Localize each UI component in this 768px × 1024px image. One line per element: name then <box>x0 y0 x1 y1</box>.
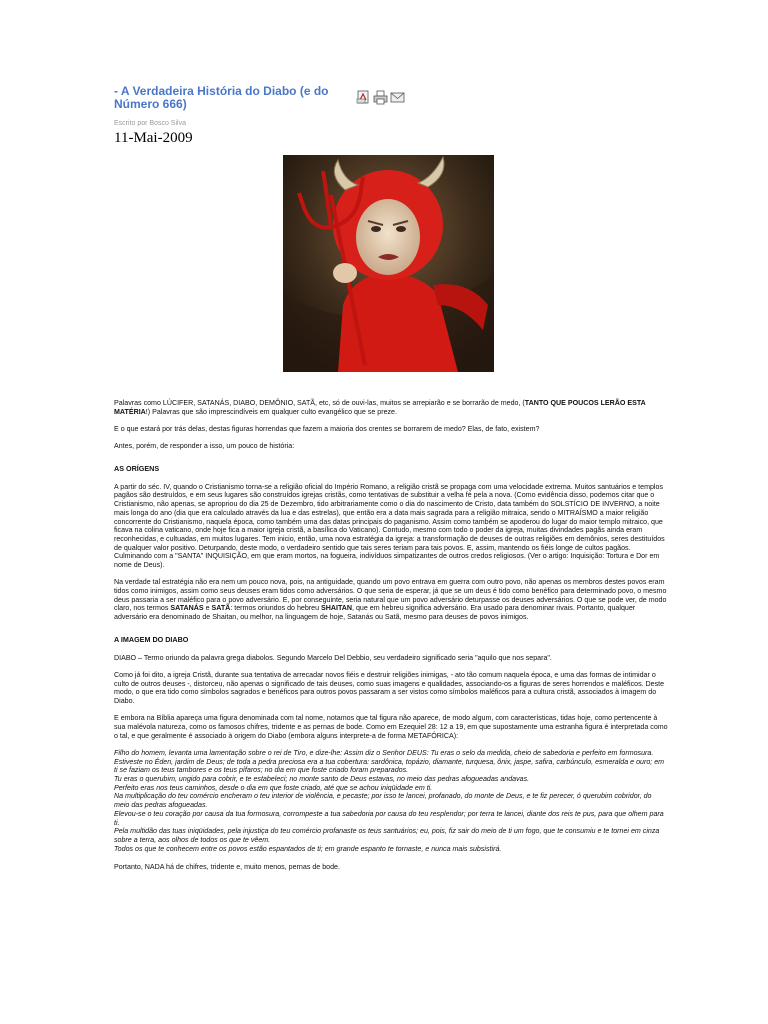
article-tools <box>356 90 405 105</box>
article-title[interactable]: - A Verdadeira História do Diabo (e do Número 666) <box>114 84 329 111</box>
quote-line: Na multiplicação do teu comércio encheram o teu interior de violência, e pecaste; por isso te lancei, profanado, do monte de Deus, e te fiz perecer, ó querubim cobridor, do meio das pedras afogueadas. <box>114 792 652 810</box>
ezekiel-quote <box>114 749 668 853</box>
section-heading-origins: AS ORÍGENS <box>114 464 160 473</box>
article-body <box>114 399 668 881</box>
strategy-paragraph: Na verdade tal estratégia não era nem um pouco nova, pois, na antiguidade, quando um povo entrava em guerra com outro povo, não apenas os membros destes povos eram tidos como inimigos, assim como seus deuses eram tidos como adversários. O que seria de esperar, já que se um deus é tido como benéfico para determinado povo, o mesmo deus passaria a ser maléfico para o povo adversário. E, por conseguinte, seria natural que um povo adversário deturpasse os deuses adversários. O que se pode ver, de modo claro, nos termos SATANÁS e SATÃ: termos oriundos do hebreu SHAITAN, que em hebreu significa adversário. Era usado para denominar rivais. Portanto, qualquer adversário era denominado de Shaitan, ou melhor, na linguagem de hoje, Satanás ou Satã, mesmo para deuses de povos inimigos. <box>114 578 667 622</box>
history-intro-paragraph: Antes, porém, de responder a isso, um pouco de história: <box>114 442 295 451</box>
question-paragraph: E o que estará por trás delas, destas figuras horrendas que fazem a maioria dos crentes se borrarem de medo? Elas, de fato, existem? <box>114 425 540 433</box>
conclusion-paragraph: Portanto, NADA há de chifres, tridente e, muito menos, pernas de bode. <box>114 863 340 872</box>
article-byline: Escrito por Bosco Silva <box>114 120 186 127</box>
section-heading-image: A IMAGEM DO DIABO <box>114 634 189 644</box>
diabo-definition-paragraph: DIABO – Termo oriundo da palavra grega diabolos. Segundo Marcelo Del Debbio, seu verdadeiro significado seria "aquilo que nos separa". <box>114 653 552 662</box>
origins-paragraph: A partir do séc. IV, quando o Cristianismo torna-se a religião oficial do Império Romano, a religião cristã se propaga com uma velocidade extrema. Muitos santuários e templos pagãos são destruídos, e em seus lugares são construídos igrejas cristãs, como tentativas de substituir a velha fé pela a nova. (Como evidência disso, podemos citar que o Cristianismo, não apenas, se apropriou do dia 25 de Dezembro, tido arbitrariamente como o dia do nascimento de Cristo, data também do SOLSTÍCIO DE INVERNO, a noite mais longa do ano (dia que era calculado através da lua e das estrelas), que então era a data mais sagrada para a religião mitraica, sendo o MITRAÍSMO a maior religião concorrente do Cristianismo, naquela época, como também uma das datas principais do paganismo. Assim como também se apoderou do lugar do maior templo mitraico, que ficava na colina vaticano, onde hoje fica a maior igreja cristã, a basílica do Vaticano). Contudo, mesmo com todo o poder da igreja, muitas divindades pagãs ainda eram reconhecidas, e cultuadas, em muitos lugares. Tem inicio, então, uma nova estratégia da igreja: a transformação de deuses de outras religiões em demônios, seres destituídos de qualquer valor positivo. Deturpando, deste modo, o verdadeiro sentido que tais seres teriam para tais povos. E, assim, mantendo os fiéis longe de cultos pagãos. Culminando com a "SANTA" INQUISIÇÃO, em que eram mortos, na fogueira, indivíduos simpatizantes de outros credos religiosos. (Ver o artigo: Inquisição: Tortura e Dor em nome de Deus). <box>114 482 665 570</box>
quote-line: Filho do homem, levanta uma lamentação sobre o rei de Tiro, e dize-lhe: Assim diz o Senhor DEUS: Tu eras o selo da medida, cheio de sabedoria e perfeito em formosura. <box>114 748 654 757</box>
intro-paragraph: Palavras como LÚCIFER, SATANÁS, DIABO, DEMÔNIO, SATÃ, etc, só de ouvi-las, muitos se arrepiarão e se borrarão de medo, (TANTO QUE POUCOS LERÃO ESTA MATÉRIA!) Palavras que são imprescindíveis em qualquer culto evangélico que se preze. <box>114 399 646 416</box>
email-icon[interactable] <box>390 90 405 105</box>
pdf-icon[interactable] <box>356 90 371 105</box>
quote-line: Todos os que te conhecem entre os povos estão espantados de ti; em grande espanto te tornaste, e nunca mais subsistirá. <box>114 844 502 853</box>
quote-line: Elevou-se o teu coração por causa da tua formosura, corrompeste a tua sabedoria por causa do teu resplendor; por terra te lancei, diante dos reis te pus, para que olhem para ti. <box>114 809 664 827</box>
article-date: 11-Mai-2009 <box>114 130 193 146</box>
devil-costume-photo <box>283 155 494 372</box>
bible-paragraph: E embora na Bíblia apareça uma figura denominada com tal nome, notamos que tal figura não aparece, de modo algum, com características, tidas hoje, como pertencente à sua malévola natureza, como os famosos chifres, tridente e as pernas de bode. Como em Ezequiel 28: 12 a 19, em que supostamente uma estranha figura é interpretada como o tal, e que geralmente é associado à origem do Diabo (embora alguns interprete-a de forma METAFÓRICA): <box>114 714 668 740</box>
quote-line: Perfeito eras nos teus caminhos, desde o dia em que foste criado, até que se achou iniqüidade em ti. <box>114 783 433 792</box>
print-icon[interactable] <box>373 90 388 105</box>
church-distortion-paragraph: Como já foi dito, a igreja Cristã, durante sua tentativa de arrecadar novos fiéis e destruir religiões inimigas, - ato tão comum naquela época, e uma das formas de intimidar o culto de outros deuses -, distorceu, não apenas o significado de tais deuses, como suas imagens e qualidades, associando-os a figuras de seres horrendos e maléficos. Deste modo, o que era tido como símbolos sagrados e benéficos para outros povos passaram a ser vistos como símbolos maléficos para a cultura cristã, associados à imagem do Diabo. <box>114 670 665 705</box>
quote-line: Estiveste no Éden, jardim de Deus; de toda a pedra preciosa era a tua cobertura: sardônica, topázio, diamante, turquesa, ônix, jaspe, safira, carbúnculo, esmeralda e ouro; em ti se faziam os teus tambores e os teus pífaros; no dia em que foste criado foram preparados. <box>114 757 665 775</box>
quote-line: Pela multidão das tuas iniqüidades, pela injustiça do teu comércio profanaste os teus santuários; eu, pois, fiz sair do meio de ti um fogo, que te consumiu e te tornei em cinza sobre a terra, aos olhos de todos os que te vêem. <box>114 827 660 844</box>
quote-line: Tu eras o querubim, ungido para cobrir, e te estabeleci; no monte santo de Deus estavas, no meio das pedras afogueadas andavas. <box>114 775 530 784</box>
